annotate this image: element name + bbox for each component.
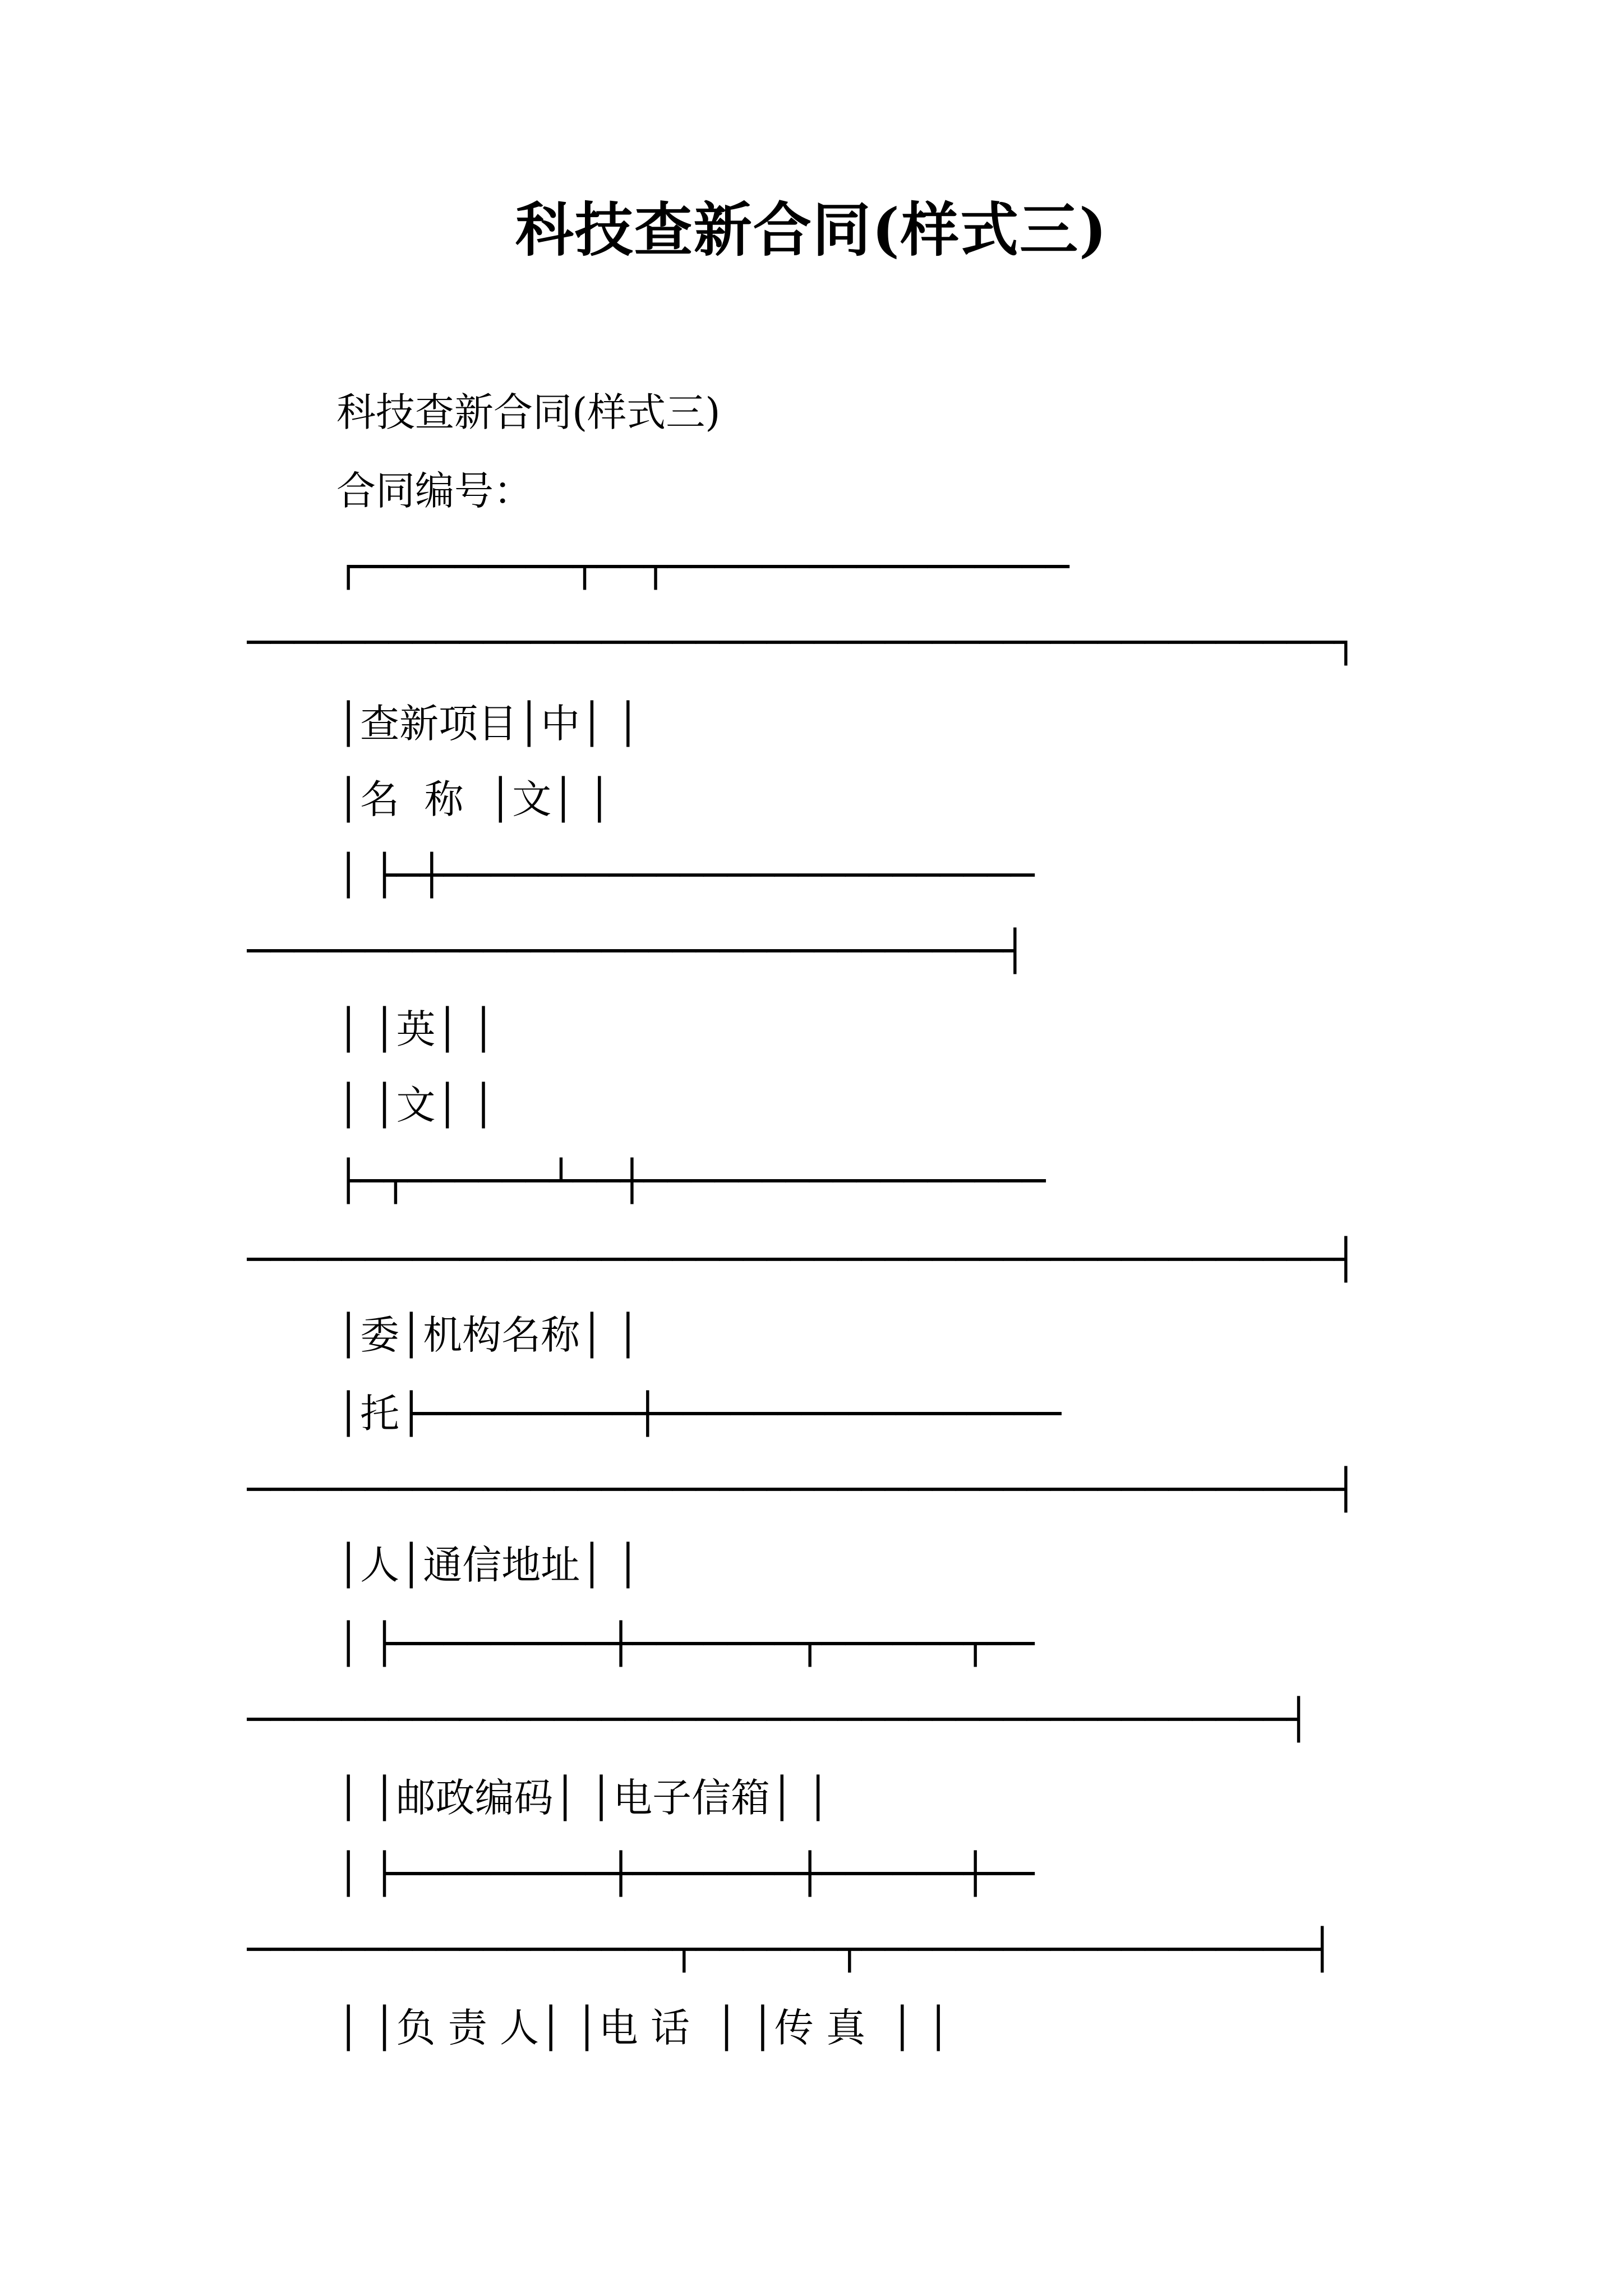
contract-number-label: 合同编号： xyxy=(336,468,533,514)
table-border-line: ──────────────────────────────────────────────┐ xyxy=(247,619,1358,665)
table-border-line: │托├─────────┼───────────────── xyxy=(336,1391,1062,1437)
table-border-line: │ ├─┼───────────────────────── xyxy=(336,852,1035,898)
table-row-line: │委│机构名称│ │ xyxy=(336,1312,640,1358)
table-row-line: │ │负 责 人│ │电 话 │ │传 真 │ │ xyxy=(336,2005,951,2051)
document-title: 科技查新合同(样式三) xyxy=(515,195,1108,264)
table-row-line: │查新项目│中│ │ xyxy=(336,701,640,747)
table-border-line: ──────────────────────────────────────────────┤ xyxy=(247,1466,1358,1512)
table-border-line: ┌─────────┬──┬───────────────── xyxy=(336,544,1069,590)
table-border-line: │ ├─────────┼───────┼──────┼── xyxy=(336,1851,1035,1897)
table-row-line: │ │邮政编码│ │电子信箱│ │ xyxy=(336,1775,830,1821)
table-row-line: │ │文│ │ xyxy=(336,1082,496,1128)
table-row-line: │名 称 │文│ │ xyxy=(336,776,611,822)
table-border-line: │ ├─────────┼───────┬──────┬── xyxy=(336,1621,1035,1667)
contract-subtitle: 科技查新合同(样式三) xyxy=(336,389,721,435)
table-row-line: │ │英│ │ xyxy=(336,1006,496,1052)
table-border-line: ──────────────────────────────────────────────┤ xyxy=(247,1236,1358,1282)
table-border-line: ────────────────────────────────────────────┤ xyxy=(247,1696,1311,1742)
table-border-line: ──────────────────┬──────┬───────────────────┤ xyxy=(247,1926,1334,1972)
table-border-line: ────────────────────────────────┤ xyxy=(247,928,1027,974)
table-border-line: ├─┬──────┴──┼───────────────── xyxy=(336,1158,1046,1204)
table-row-line: │人│通信地址│ │ xyxy=(336,1542,640,1588)
